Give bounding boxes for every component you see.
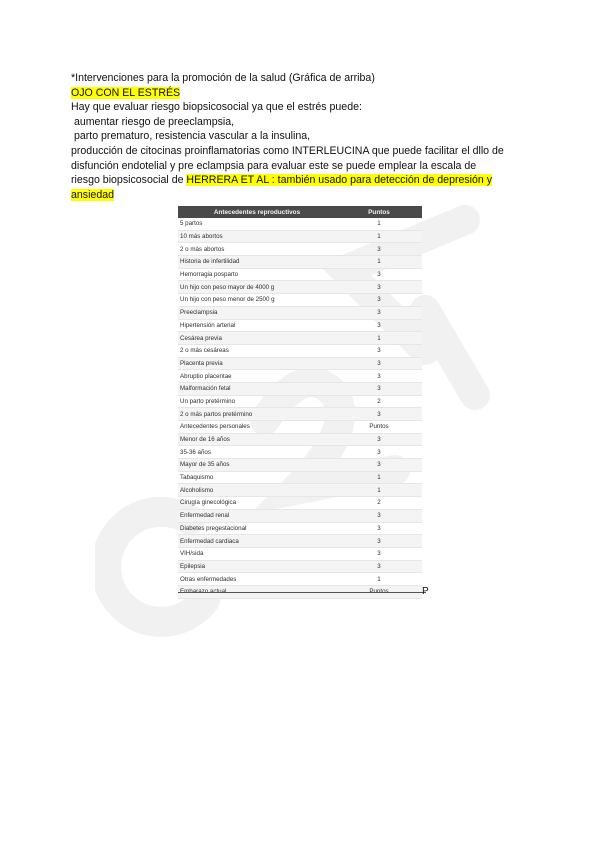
note-line-evaluar: Hay que evaluar riesgo biopsicosocial ya que el estrés puede:: [71, 101, 362, 114]
cell-puntos: 3: [336, 459, 422, 472]
table-row: [178, 573, 422, 586]
table-bottom-rule: [178, 592, 426, 593]
cell-antecedente: Hipertensión arterial: [178, 319, 336, 332]
table-row: [178, 230, 422, 243]
table-row: [178, 446, 422, 459]
cell-puntos: 3: [336, 446, 422, 459]
cell-antecedente: Diabetes pregestacional: [178, 522, 336, 535]
cell-antecedente: Tabaquismo: [178, 471, 336, 484]
table-row: [178, 421, 422, 434]
table-row: [178, 382, 422, 395]
cell-antecedente: Cesárea previa: [178, 332, 336, 345]
table-row: [178, 319, 422, 332]
table-row: [178, 433, 422, 446]
note-line-herrera: [71, 173, 541, 188]
cell-puntos: 3: [336, 509, 422, 522]
cell-puntos: 3: [336, 344, 422, 357]
table-row: [178, 243, 422, 256]
cell-antecedente: Hemorragia posparto: [178, 268, 336, 281]
table-row: [178, 357, 422, 370]
cell-antecedente: Menor de 16 años: [178, 433, 336, 446]
risk-score-table-container: [178, 206, 422, 599]
table-row: [178, 370, 422, 383]
table-row: [178, 218, 422, 230]
side-mark: P: [422, 586, 429, 597]
table-row: [178, 332, 422, 345]
cell-antecedente: 5 partos: [178, 218, 336, 230]
cell-antecedente: Epilepsia: [178, 560, 336, 573]
cell-antecedente: Abruptio placentae: [178, 370, 336, 383]
cell-puntos: 1: [336, 230, 422, 243]
cell-puntos: 3: [336, 243, 422, 256]
table-body: [178, 218, 422, 598]
table-row: [178, 497, 422, 510]
cell-antecedente: Malformación fetal: [178, 382, 336, 395]
table-row: [178, 522, 422, 535]
cell-puntos: 3: [336, 560, 422, 573]
cell-puntos: 3: [336, 522, 422, 535]
table-row: [178, 294, 422, 307]
cell-antecedente: Mayor de 35 años: [178, 459, 336, 472]
note-line-ojo-estres: [71, 86, 541, 101]
cell-puntos: 3: [336, 294, 422, 307]
highlighted-ansiedad: ansiedad: [71, 188, 115, 201]
cell-antecedente: Enfermedad cardiaca: [178, 535, 336, 548]
cell-antecedente: 2 o más abortos: [178, 243, 336, 256]
table-row: [178, 547, 422, 560]
cell-puntos: 3: [336, 281, 422, 294]
table-row: [178, 344, 422, 357]
table-row: [178, 471, 422, 484]
cell-puntos: 1: [336, 484, 422, 497]
cell-puntos: 3: [336, 357, 422, 370]
cell-antecedente: VIH/sida: [178, 547, 336, 560]
cell-antecedente: Un parto pretérmino: [178, 395, 336, 408]
cell-puntos: 2: [336, 497, 422, 510]
cell-puntos: 3: [336, 319, 422, 332]
table-row: [178, 256, 422, 269]
cell-puntos: 3: [336, 306, 422, 319]
note-line-intervenciones: *Intervenciones para la promoción de la salud (Gráfica de arriba): [71, 72, 375, 84]
note-line-parto-prematuro: parto prematuro, resistencia vascular a la insulina,: [71, 130, 311, 143]
cell-antecedente: Preeclampsia: [178, 306, 336, 319]
cell-puntos: 3: [336, 370, 422, 383]
cell-antecedente: 10 más abortos: [178, 230, 336, 243]
cell-puntos: 3: [336, 382, 422, 395]
note-text-plain: riesgo biopsicosocial de: [71, 174, 187, 187]
note-line-ansiedad: [71, 188, 541, 203]
risk-score-table: [178, 206, 422, 599]
cell-puntos: 3: [336, 433, 422, 446]
table-row: [178, 535, 422, 548]
cell-puntos: 1: [336, 218, 422, 230]
note-line-preeclampsia: aumentar riesgo de preeclampsia,: [71, 115, 235, 128]
cell-antecedente: Cirugía ginecológica: [178, 497, 336, 510]
cell-puntos: 2: [336, 395, 422, 408]
table-row: [178, 281, 422, 294]
cell-antecedente: Alcoholismo: [178, 484, 336, 497]
note-line-citocinas: producción de citocinas proinflamatorias como INTERLEUCINA que puede facilitar el dllo de: [71, 144, 504, 157]
cell-antecedente: Enfermedad renal: [178, 509, 336, 522]
table-row: [178, 306, 422, 319]
cell-antecedente: Historia de infertilidad: [178, 256, 336, 269]
cell-puntos: 1: [336, 573, 422, 586]
table-row: [178, 408, 422, 421]
cell-antecedente: Un hijo con peso mayor de 4000 g: [178, 281, 336, 294]
cell-puntos: Puntos: [336, 421, 422, 434]
table-row: [178, 509, 422, 522]
cell-antecedente: 2 o más partos pretérmino: [178, 408, 336, 421]
cell-antecedente: 2 o más cesáreas: [178, 344, 336, 357]
cell-puntos: 1: [336, 471, 422, 484]
note-line-disfuncion: disfunción endotelial y pre eclampsia para evaluar este se puede emplear la escala de: [71, 159, 477, 172]
table-row: [178, 560, 422, 573]
cell-antecedente: 35-36 años: [178, 446, 336, 459]
cell-puntos: 3: [336, 535, 422, 548]
cell-puntos: 3: [336, 547, 422, 560]
cell-puntos: 1: [336, 332, 422, 345]
cell-puntos: 3: [336, 268, 422, 281]
column-header-puntos: Puntos: [336, 206, 422, 218]
highlighted-herrera: HERRERA ET AL : también usado para detección de depresión y: [186, 174, 493, 187]
table-header-row: [178, 206, 422, 218]
cell-antecedente: Un hijo con peso menor de 2500 g: [178, 294, 336, 307]
highlighted-heading: OJO CON EL ESTRÉS: [71, 86, 181, 99]
table-row: [178, 484, 422, 497]
cell-puntos: 1: [336, 256, 422, 269]
table-row: [178, 395, 422, 408]
column-header-antecedentes: Antecedentes reproductivos: [178, 206, 336, 218]
table-row: [178, 268, 422, 281]
cell-antecedente: Otras enfermedades: [178, 573, 336, 586]
table-row: [178, 459, 422, 472]
cell-antecedente: Antecedentes personales: [178, 421, 336, 434]
cell-antecedente: Placenta previa: [178, 357, 336, 370]
cell-puntos: 3: [336, 408, 422, 421]
notes-text: [71, 71, 541, 202]
